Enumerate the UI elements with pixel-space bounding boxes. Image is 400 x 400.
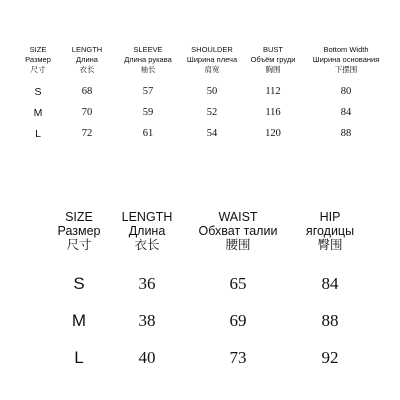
table-row (50, 339, 370, 376)
length-cell: 72 (81, 128, 93, 139)
sleeve-cell: 59 (142, 107, 154, 118)
bottom-width-cell: 88 (340, 128, 352, 139)
top-header-bottom-width (302, 45, 390, 81)
sleeve-cell: 61 (142, 128, 154, 139)
table-row (18, 123, 390, 144)
bottom-size-table (50, 210, 370, 376)
top-size-table (18, 45, 390, 144)
hip-cell: 92 (321, 347, 339, 367)
header-zh: 衣长 (79, 65, 95, 74)
bust-cell: 112 (265, 86, 281, 97)
header-ru: Размер (25, 55, 51, 64)
header-zh: 肩宽 (204, 65, 220, 74)
top-header-shoulder (180, 45, 244, 81)
header-ru: Длина (76, 55, 98, 64)
header-zh: 尺寸 (30, 65, 46, 74)
length-cell: 38 (138, 310, 156, 330)
header-zh: 腰围 (225, 238, 251, 252)
header-ru: ягодицы (305, 224, 355, 238)
header-zh: 胸围 (265, 65, 281, 74)
hip-cell: 84 (321, 273, 339, 293)
bust-cell: 116 (265, 107, 281, 118)
table-row (18, 81, 390, 102)
top-header-sleeve (116, 45, 180, 81)
bottom-header-hip (290, 210, 370, 265)
header-ru: Длина (128, 224, 166, 238)
length-cell: 68 (81, 86, 93, 97)
bottom-table-header-row (50, 210, 370, 265)
header-en: BUST (262, 45, 283, 54)
header-en: LENGTH (71, 45, 103, 54)
header-en: Bottom Width (323, 45, 369, 54)
length-cell: 40 (138, 347, 156, 367)
size-cell: L (35, 127, 41, 140)
header-ru: Длина рукава (124, 55, 172, 64)
bottom-width-cell: 80 (340, 86, 352, 97)
top-header-length (58, 45, 116, 81)
waist-cell: 69 (229, 310, 247, 330)
length-cell: 70 (81, 107, 93, 118)
header-zh: 臀围 (317, 238, 343, 252)
header-ru: Обхват талии (198, 224, 278, 238)
waist-cell: 65 (229, 273, 247, 293)
size-cell: M (71, 310, 87, 330)
top-table-header-row (18, 45, 390, 81)
header-en: SIZE (29, 45, 47, 54)
header-en: SHOULDER (191, 45, 233, 54)
header-ru: Ширина основания (312, 55, 380, 64)
header-zh: 尺寸 (66, 238, 92, 252)
header-en: HIP (319, 210, 341, 224)
shoulder-cell: 50 (206, 86, 218, 97)
length-cell: 36 (138, 273, 156, 293)
hip-cell: 88 (321, 310, 339, 330)
header-en: WAIST (218, 210, 258, 224)
size-cell: S (73, 273, 85, 293)
top-header-bust (244, 45, 302, 81)
shoulder-cell: 54 (206, 128, 218, 139)
waist-cell: 73 (229, 347, 247, 367)
bust-cell: 120 (265, 128, 281, 139)
table-row (18, 102, 390, 123)
bottom-header-length (108, 210, 186, 265)
header-en: LENGTH (121, 210, 173, 224)
header-zh: 下摆围 (334, 65, 358, 74)
header-zh: 袖长 (140, 65, 156, 74)
table-row (50, 302, 370, 339)
size-cell: M (33, 106, 43, 119)
top-header-size (18, 45, 58, 81)
bottom-header-size (50, 210, 108, 265)
table-row (50, 265, 370, 302)
size-cell: S (34, 85, 42, 98)
header-ru: Объём груди (250, 55, 296, 64)
header-en: SLEEVE (133, 45, 163, 54)
header-ru: Размер (57, 224, 101, 238)
size-cell: L (74, 347, 84, 367)
header-ru: Ширина плеча (186, 55, 238, 64)
bottom-header-waist (186, 210, 290, 265)
bottom-width-cell: 84 (340, 107, 352, 118)
sleeve-cell: 57 (142, 86, 154, 97)
shoulder-cell: 52 (206, 107, 218, 118)
header-en: SIZE (65, 210, 93, 224)
header-zh: 衣长 (134, 238, 160, 252)
